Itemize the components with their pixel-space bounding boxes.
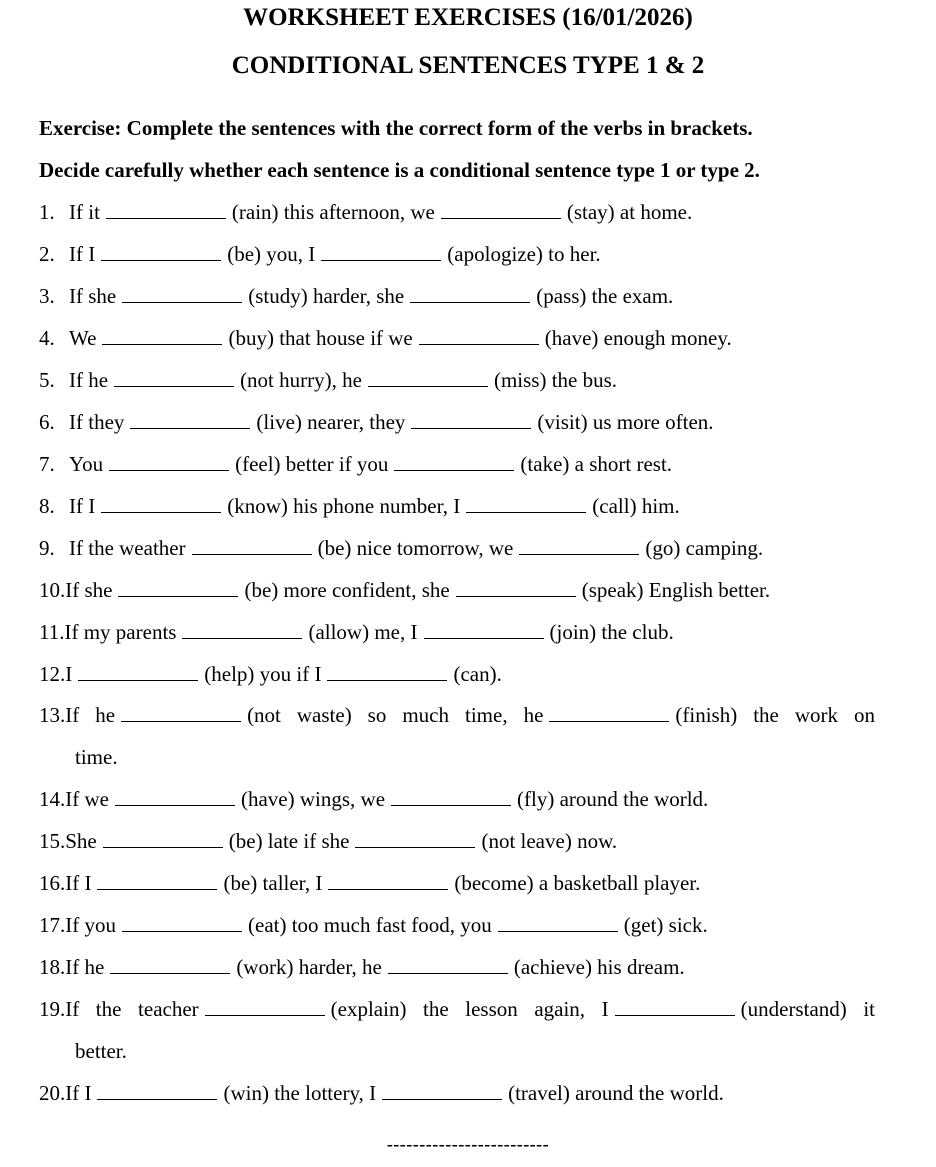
question-item: [39, 913, 708, 938]
answer-blank-2[interactable]: [411, 410, 531, 429]
answer-blank-2[interactable]: [355, 829, 475, 848]
answer-blank-1[interactable]: [192, 536, 312, 555]
question-text-a: If the teacher: [65, 997, 199, 1021]
question-item: [39, 1081, 724, 1106]
question-number: 3.: [39, 284, 55, 308]
question-text-a: If I: [65, 871, 92, 895]
answer-blank-1[interactable]: [102, 326, 222, 345]
question-text-c: (go) camping.: [645, 536, 764, 560]
answer-blank-2[interactable]: [391, 787, 511, 806]
question-number: 13.: [39, 703, 66, 727]
worksheet-subtitle: CONDITIONAL SENTENCES TYPE 1 & 2: [231, 52, 705, 79]
question-text-c: (apologize) to her.: [447, 242, 601, 266]
question-text-a: If I: [65, 1081, 92, 1105]
question-item: [39, 871, 700, 896]
question-text-c: (visit) us more often.: [537, 410, 714, 434]
footer-divider: -------------------------: [386, 1134, 550, 1154]
question-text-b: (have) wings, we: [240, 787, 386, 811]
question-item: [39, 578, 770, 603]
question-number: 1.: [39, 200, 55, 224]
question-text-a: We: [69, 326, 97, 350]
question-text-b: (explain) the lesson again, I: [330, 997, 609, 1021]
question-item: [39, 703, 875, 728]
question-number: 17.: [39, 913, 66, 937]
question-text-c: (join) the club.: [549, 620, 674, 644]
answer-blank-1[interactable]: [101, 242, 221, 261]
question-item: [39, 787, 708, 812]
question-text-c: (finish) the work on: [675, 703, 876, 727]
question-item: [39, 200, 692, 225]
question-number: 19.: [39, 997, 66, 1021]
question-text-c: (pass) the exam.: [536, 284, 674, 308]
answer-blank-2[interactable]: [328, 871, 448, 890]
question-item: [39, 955, 685, 980]
answer-blank-2[interactable]: [327, 662, 447, 681]
answer-blank-2[interactable]: [321, 242, 441, 261]
question-item: [39, 326, 732, 351]
question-number: 20.: [39, 1081, 66, 1105]
answer-blank-2[interactable]: [615, 997, 735, 1016]
question-text-b: (not hurry), he: [240, 368, 362, 392]
answer-blank-1[interactable]: [101, 494, 221, 513]
question-text-c: (call) him.: [592, 494, 680, 518]
question-text-a: If it: [69, 200, 100, 224]
question-text-b: (allow) me, I: [308, 620, 418, 644]
answer-blank-1[interactable]: [109, 452, 229, 471]
question-item: [39, 829, 617, 854]
question-text-b: (rain) this afternoon, we: [231, 200, 435, 224]
question-number: 4.: [39, 326, 55, 350]
answer-blank-2[interactable]: [549, 703, 669, 722]
question-text-c: (become) a basketball player.: [454, 871, 701, 895]
answer-blank-1[interactable]: [122, 284, 242, 303]
answer-blank-1[interactable]: [103, 829, 223, 848]
question-text-b: (work) harder, he: [236, 955, 382, 979]
question-item: [39, 997, 875, 1022]
question-item: [39, 284, 673, 309]
answer-blank-2[interactable]: [441, 200, 561, 219]
instruction-line-2: Decide carefully whether each sentence is a conditional sentence type 1 or type 2.: [39, 158, 760, 182]
answer-blank-2[interactable]: [456, 578, 576, 597]
question-text-b: (be) you, I: [227, 242, 316, 266]
question-text-a: If he: [69, 368, 109, 392]
answer-blank-1[interactable]: [115, 787, 235, 806]
question-text-c: (get) sick.: [623, 913, 708, 937]
answer-blank-1[interactable]: [106, 200, 226, 219]
question-text-b: (be) more confident, she: [244, 578, 450, 602]
question-number: 2.: [39, 242, 55, 266]
answer-blank-2[interactable]: [519, 536, 639, 555]
question-continuation: time.: [75, 745, 118, 769]
question-number: 7.: [39, 452, 55, 476]
answer-blank-1[interactable]: [182, 620, 302, 639]
question-text-a: If she: [69, 284, 117, 308]
question-number: 6.: [39, 410, 55, 434]
answer-blank-2[interactable]: [382, 1081, 502, 1100]
question-text-b: (help) you if I: [204, 662, 322, 686]
question-text-a: If I: [69, 494, 96, 518]
question-text-a: If the weather: [69, 536, 186, 560]
answer-blank-1[interactable]: [78, 662, 198, 681]
question-text-a: If he: [65, 703, 116, 727]
question-number: 12.: [39, 662, 66, 686]
answer-blank-1[interactable]: [114, 368, 234, 387]
question-text-c: (stay) at home.: [566, 200, 693, 224]
answer-blank-1[interactable]: [97, 1081, 217, 1100]
question-text-c: (travel) around the world.: [508, 1081, 724, 1105]
question-number: 8.: [39, 494, 55, 518]
question-text-b: (be) late if she: [228, 829, 350, 853]
question-text-a: If my parents: [64, 620, 177, 644]
answer-blank-2[interactable]: [394, 452, 514, 471]
answer-blank-2[interactable]: [410, 284, 530, 303]
question-text-b: (feel) better if you: [235, 452, 389, 476]
question-text-a: If you: [65, 913, 116, 937]
question-text-c: (not leave) now.: [481, 829, 618, 853]
question-text-c: (understand) it: [740, 997, 875, 1021]
answer-blank-2[interactable]: [424, 620, 544, 639]
question-text-a: If they: [69, 410, 125, 434]
question-text-b: (live) nearer, they: [256, 410, 406, 434]
question-number: 5.: [39, 368, 55, 392]
question-text-b: (win) the lottery, I: [223, 1081, 377, 1105]
question-continuation: better.: [75, 1039, 127, 1063]
answer-blank-1[interactable]: [110, 955, 230, 974]
answer-blank-1[interactable]: [130, 410, 250, 429]
question-text-b: (be) nice tomorrow, we: [317, 536, 514, 560]
question-text-a: If we: [65, 787, 109, 811]
question-text-c: (take) a short rest.: [520, 452, 673, 476]
question-text-a: If he: [65, 955, 105, 979]
question-text-c: (speak) English better.: [581, 578, 771, 602]
question-number: 11.: [39, 620, 65, 644]
answer-blank-2[interactable]: [498, 913, 618, 932]
question-item: [39, 620, 674, 645]
worksheet-title: WORKSHEET EXERCISES (16/01/2026): [243, 4, 693, 31]
answer-blank-1[interactable]: [118, 578, 238, 597]
question-number: 15.: [39, 829, 66, 853]
answer-blank-2[interactable]: [388, 955, 508, 974]
question-text-b: (study) harder, she: [248, 284, 405, 308]
question-text-a: If she: [65, 578, 113, 602]
answer-blank-1[interactable]: [97, 871, 217, 890]
question-text-b: (not waste) so much time, he: [247, 703, 544, 727]
question-text-c: (have) enough money.: [544, 326, 732, 350]
instruction-line-1: Exercise: Complete the sentences with the correct form of the verbs in brackets.: [39, 116, 753, 140]
question-text-b: (buy) that house if we: [228, 326, 413, 350]
answer-blank-2[interactable]: [466, 494, 586, 513]
question-item: [39, 536, 763, 561]
question-number: 14.: [39, 787, 66, 811]
question-number: 16.: [39, 871, 66, 895]
question-text-a: I: [65, 662, 73, 686]
answer-blank-1[interactable]: [121, 703, 241, 722]
question-text-c: (fly) around the world.: [517, 787, 709, 811]
answer-blank-2[interactable]: [368, 368, 488, 387]
question-text-a: She: [65, 829, 97, 853]
question-text-c: (achieve) his dream.: [513, 955, 685, 979]
question-item: [39, 242, 601, 267]
question-item: [39, 452, 672, 477]
question-number: 9.: [39, 536, 55, 560]
question-text-b: (be) taller, I: [223, 871, 323, 895]
question-text-a: You: [69, 452, 104, 476]
question-item: [39, 662, 502, 687]
answer-blank-2[interactable]: [419, 326, 539, 345]
question-item: [39, 494, 680, 519]
answer-blank-1[interactable]: [205, 997, 325, 1016]
question-item: [39, 410, 714, 435]
question-item: [39, 368, 617, 393]
question-text-b: (know) his phone number, I: [227, 494, 461, 518]
answer-blank-1[interactable]: [122, 913, 242, 932]
question-text-c: (miss) the bus.: [493, 368, 618, 392]
question-text-b: (eat) too much fast food, you: [248, 913, 492, 937]
question-number: 18.: [39, 955, 66, 979]
question-number: 10.: [39, 578, 66, 602]
question-text-c: (can).: [453, 662, 502, 686]
question-text-a: If I: [69, 242, 96, 266]
